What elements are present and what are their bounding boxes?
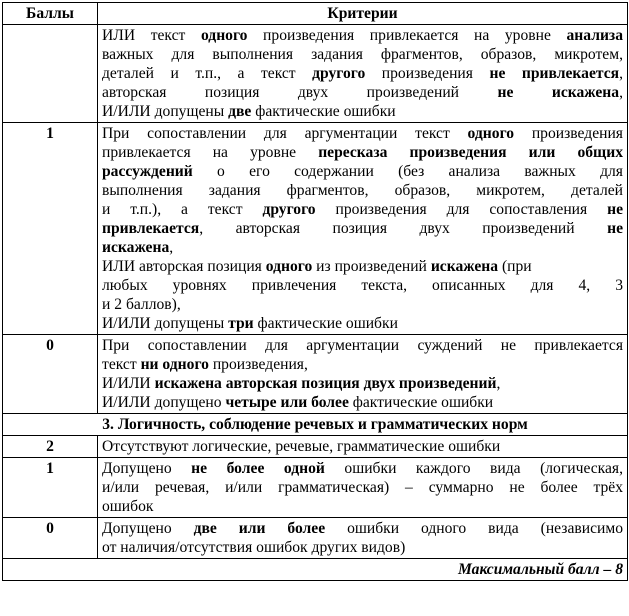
table-row [3, 123, 628, 335]
criteria-line [102, 538, 623, 557]
footer-row [3, 559, 628, 581]
criteria-line [102, 45, 623, 64]
score-cell: 1 [3, 458, 98, 518]
criteria-line [102, 336, 623, 355]
table-row [3, 25, 628, 123]
emphasis-text: не привлекается [489, 65, 620, 82]
table-row [3, 458, 628, 518]
criteria-cell [98, 518, 628, 559]
score-cell [3, 25, 98, 123]
score-cell: 0 [3, 518, 98, 559]
plain-text: произведения, [208, 356, 308, 373]
plain-text: , [619, 84, 623, 101]
plain-text: , [619, 65, 623, 82]
emphasis-text: не [607, 220, 623, 237]
plain-text: И/ИЛИ допущены [102, 103, 229, 120]
plain-text: ошибки каждого вида (логическая, [324, 460, 624, 477]
emphasis-text: искажена [430, 258, 499, 275]
criteria-table [2, 2, 628, 581]
emphasis-text: три [228, 315, 254, 332]
plain-text: ошибки одного вида (независимо [325, 520, 624, 537]
plain-text: произведения [365, 65, 490, 82]
plain-text: важных для выполнения задания фрагментов, образов, микротем, [102, 46, 623, 63]
plain-text: ошибок [102, 498, 154, 515]
plain-text: фактические ошибки [251, 103, 396, 120]
max-score-label: Максимальный балл – 8 [3, 559, 628, 581]
criteria-cell [98, 458, 628, 518]
criteria-line [102, 83, 623, 102]
plain-text: произведения для сопоставления [315, 201, 608, 218]
emphasis-text: ни одного [140, 356, 209, 373]
plain-text: (при [498, 258, 532, 275]
emphasis-text: пересказа произведения или общих [318, 144, 623, 161]
plain-text: При сопоставлении для аргументации суждений не привлекается [102, 337, 623, 354]
plain-text: фактические ошибки [253, 315, 398, 332]
criteria-line [102, 257, 623, 276]
table-row [3, 436, 628, 458]
criteria-cell [98, 123, 628, 335]
plain-text: , [496, 375, 501, 392]
criteria-line [102, 219, 623, 238]
criteria-line [102, 181, 623, 200]
criteria-line [102, 238, 623, 257]
criteria-line [102, 64, 623, 83]
plain-text: фактические ошибки [348, 394, 494, 411]
plain-text: от наличия/отсутствия ошибок других видов) [102, 539, 406, 556]
header-row [3, 3, 628, 25]
plain-text: и/или речевая, и/или грамматическая) – суммарно не более трёх [102, 479, 623, 496]
criteria-line [102, 393, 623, 412]
criteria-cell [98, 436, 628, 458]
emphasis-text: анализа [566, 27, 623, 44]
criteria-cell [98, 335, 628, 414]
criteria-line [102, 478, 623, 497]
emphasis-text: искажена [102, 239, 170, 256]
criteria-line [102, 437, 623, 456]
emphasis-text: четыре или более [225, 394, 349, 411]
plain-text: И/ИЛИ [102, 375, 155, 392]
section-header-row [3, 414, 628, 436]
emphasis-text: две или более [193, 520, 326, 537]
criteria-line [102, 459, 623, 478]
plain-text: ИЛИ текст [102, 27, 201, 44]
plain-text: произведения [514, 125, 623, 142]
plain-text: привлекается на уровне [102, 144, 319, 161]
plain-text: любых уровнях привлечения текста, описанных для 4, 3 [102, 277, 623, 294]
score-cell: 2 [3, 436, 98, 458]
emphasis-text: не [607, 201, 623, 218]
criteria-line [102, 200, 623, 219]
plain-text: ИЛИ авторская позиция [102, 258, 266, 275]
criteria-line [102, 143, 623, 162]
emphasis-text: не искажена [497, 84, 620, 101]
plain-text: деталей и т.п., а текст [102, 65, 313, 82]
plain-text: и 2 баллов), [102, 296, 181, 313]
plain-text: авторская позиция двух произведений [102, 84, 498, 101]
plain-text: выполнения задания фрагментов, образов, микротем, деталей [102, 182, 623, 199]
score-cell: 1 [3, 123, 98, 335]
criteria-line [102, 276, 623, 295]
emphasis-text: рассуждений [102, 163, 193, 180]
plain-text: , [169, 239, 174, 256]
emphasis-text: другого [312, 65, 366, 82]
plain-text: Допущено [102, 520, 194, 537]
emphasis-text: другого [262, 201, 316, 218]
plain-text: И/ИЛИ допущены [102, 315, 229, 332]
criteria-line [102, 295, 623, 314]
score-column-header: Баллы [3, 3, 98, 25]
emphasis-text: одного [265, 258, 313, 275]
table-row [3, 518, 628, 559]
criteria-column-header: Критерии [98, 3, 628, 25]
criteria-line [102, 497, 623, 516]
plain-text: И/ИЛИ допущено [102, 394, 226, 411]
criteria-line [102, 124, 623, 143]
criteria-cell [98, 25, 628, 123]
plain-text: о его содержании (без анализа важных для [192, 163, 623, 180]
criteria-line [102, 102, 623, 121]
criteria-line [102, 314, 623, 333]
plain-text: Допущено [102, 460, 192, 477]
emphasis-text: одного [200, 27, 248, 44]
plain-text: текст [102, 356, 141, 373]
emphasis-text: одного [467, 125, 515, 142]
plain-text: и т.п.), а текст [102, 201, 263, 218]
emphasis-text: не более одной [191, 460, 325, 477]
plain-text: произведения привлекается на уровне [247, 27, 567, 44]
criteria-line [102, 374, 623, 393]
criteria-line [102, 26, 623, 45]
emphasis-text: две [228, 103, 252, 120]
table-row [3, 335, 628, 414]
plain-text: из произведений [312, 258, 431, 275]
plain-text: Отсутствуют логические, речевые, грамматические ошибки [102, 438, 501, 455]
plain-text: , авторская позиция двух произведений [199, 220, 608, 237]
emphasis-text: искажена авторская позиция двух произведений [154, 375, 497, 392]
criteria-line [102, 519, 623, 538]
plain-text: При сопоставлении для аргументации текст [102, 125, 468, 142]
criteria-line [102, 355, 623, 374]
score-cell: 0 [3, 335, 98, 414]
section-title: 3. Логичность, соблюдение речевых и грамматических норм [3, 414, 628, 436]
criteria-line [102, 162, 623, 181]
emphasis-text: привлекается [102, 220, 200, 237]
